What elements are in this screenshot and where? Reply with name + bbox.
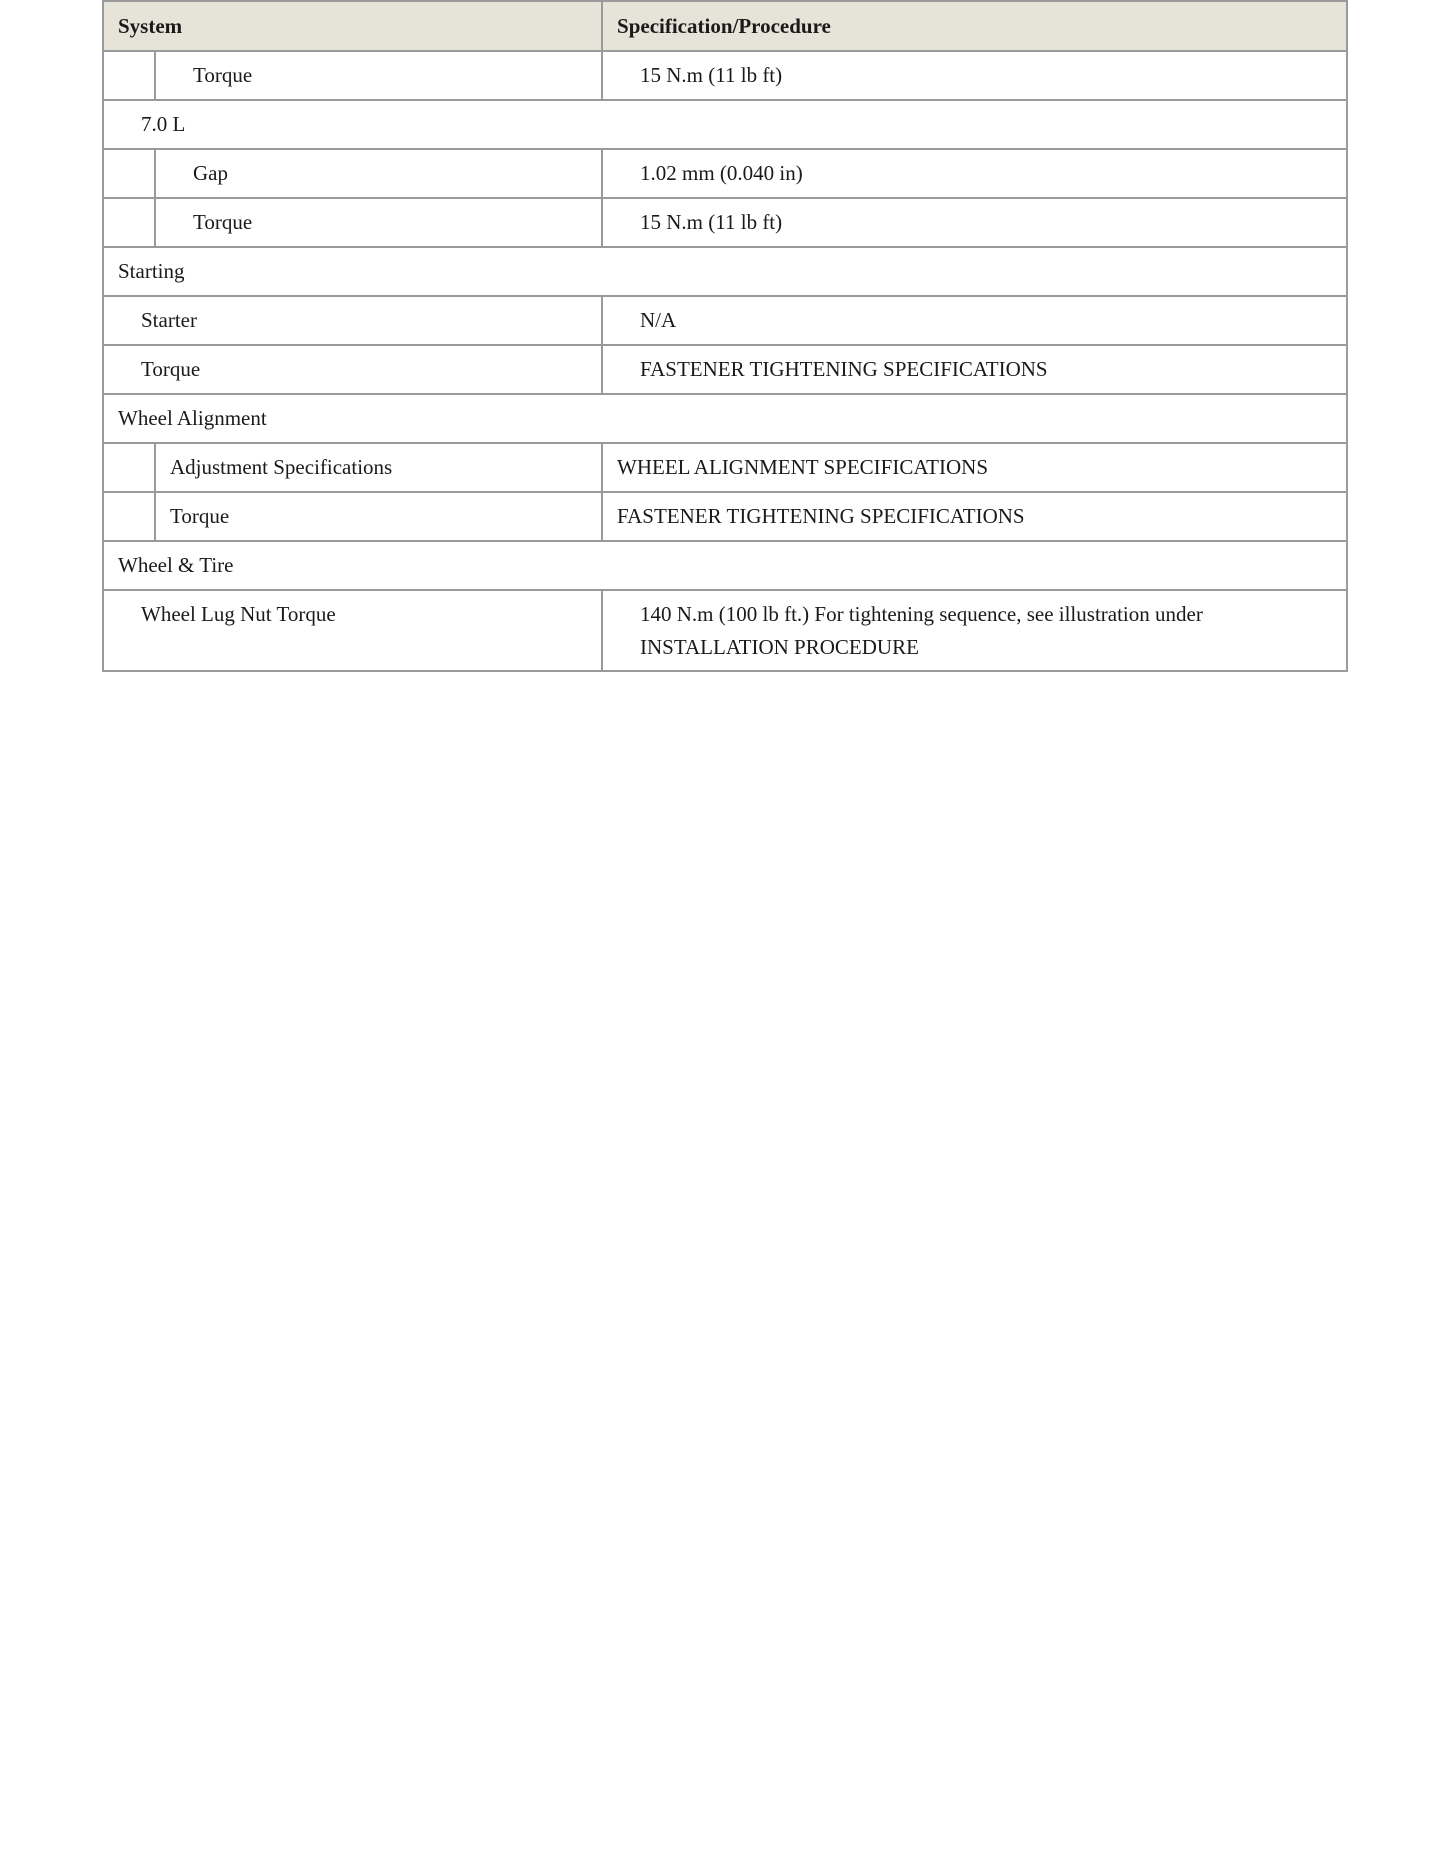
- section-row: [103, 247, 1347, 296]
- section-label: Starting: [103, 247, 1347, 296]
- system-cell: Torque: [103, 345, 602, 394]
- indent-cell: [103, 443, 155, 492]
- indent-cell: [103, 149, 155, 198]
- header-specification: Specification/Procedure: [602, 1, 1347, 51]
- table-row: [103, 443, 1347, 492]
- section-label: Wheel Alignment: [103, 394, 1347, 443]
- system-cell: Adjustment Specifications: [155, 443, 602, 492]
- section-row: [103, 100, 1347, 149]
- system-cell: Wheel Lug Nut Torque: [103, 590, 602, 671]
- table-row: [103, 51, 1347, 100]
- table-row: [103, 296, 1347, 345]
- system-cell: Starter: [103, 296, 602, 345]
- section-label: 7.0 L: [103, 100, 1347, 149]
- spec-cell: N/A: [602, 296, 1347, 345]
- table-row: [103, 492, 1347, 541]
- spec-cell: FASTENER TIGHTENING SPECIFICATIONS: [602, 492, 1347, 541]
- indent-cell: [103, 198, 155, 247]
- table-row: [103, 590, 1347, 671]
- system-cell: Gap: [155, 149, 602, 198]
- section-row: [103, 394, 1347, 443]
- system-cell: Torque: [155, 51, 602, 100]
- table-row: [103, 198, 1347, 247]
- spec-cell: 15 N.m (11 lb ft): [602, 51, 1347, 100]
- section-label: Wheel & Tire: [103, 541, 1347, 590]
- table-row: [103, 345, 1347, 394]
- spec-line: 140 N.m (100 lb ft.) For tightening sequence, see illustration under: [640, 602, 1203, 626]
- table-row: [103, 149, 1347, 198]
- spec-cell: 15 N.m (11 lb ft): [602, 198, 1347, 247]
- spec-cell: FASTENER TIGHTENING SPECIFICATIONS: [602, 345, 1347, 394]
- system-cell: Torque: [155, 492, 602, 541]
- spec-line: INSTALLATION PROCEDURE: [640, 635, 919, 659]
- table-header-row: [103, 1, 1347, 51]
- indent-cell: [103, 492, 155, 541]
- indent-cell: [103, 51, 155, 100]
- specification-table: [102, 0, 1348, 672]
- spec-cell: WHEEL ALIGNMENT SPECIFICATIONS: [602, 443, 1347, 492]
- spec-cell: 1.02 mm (0.040 in): [602, 149, 1347, 198]
- spec-cell: [602, 590, 1347, 671]
- system-cell: Torque: [155, 198, 602, 247]
- section-row: [103, 541, 1347, 590]
- header-system: System: [103, 1, 602, 51]
